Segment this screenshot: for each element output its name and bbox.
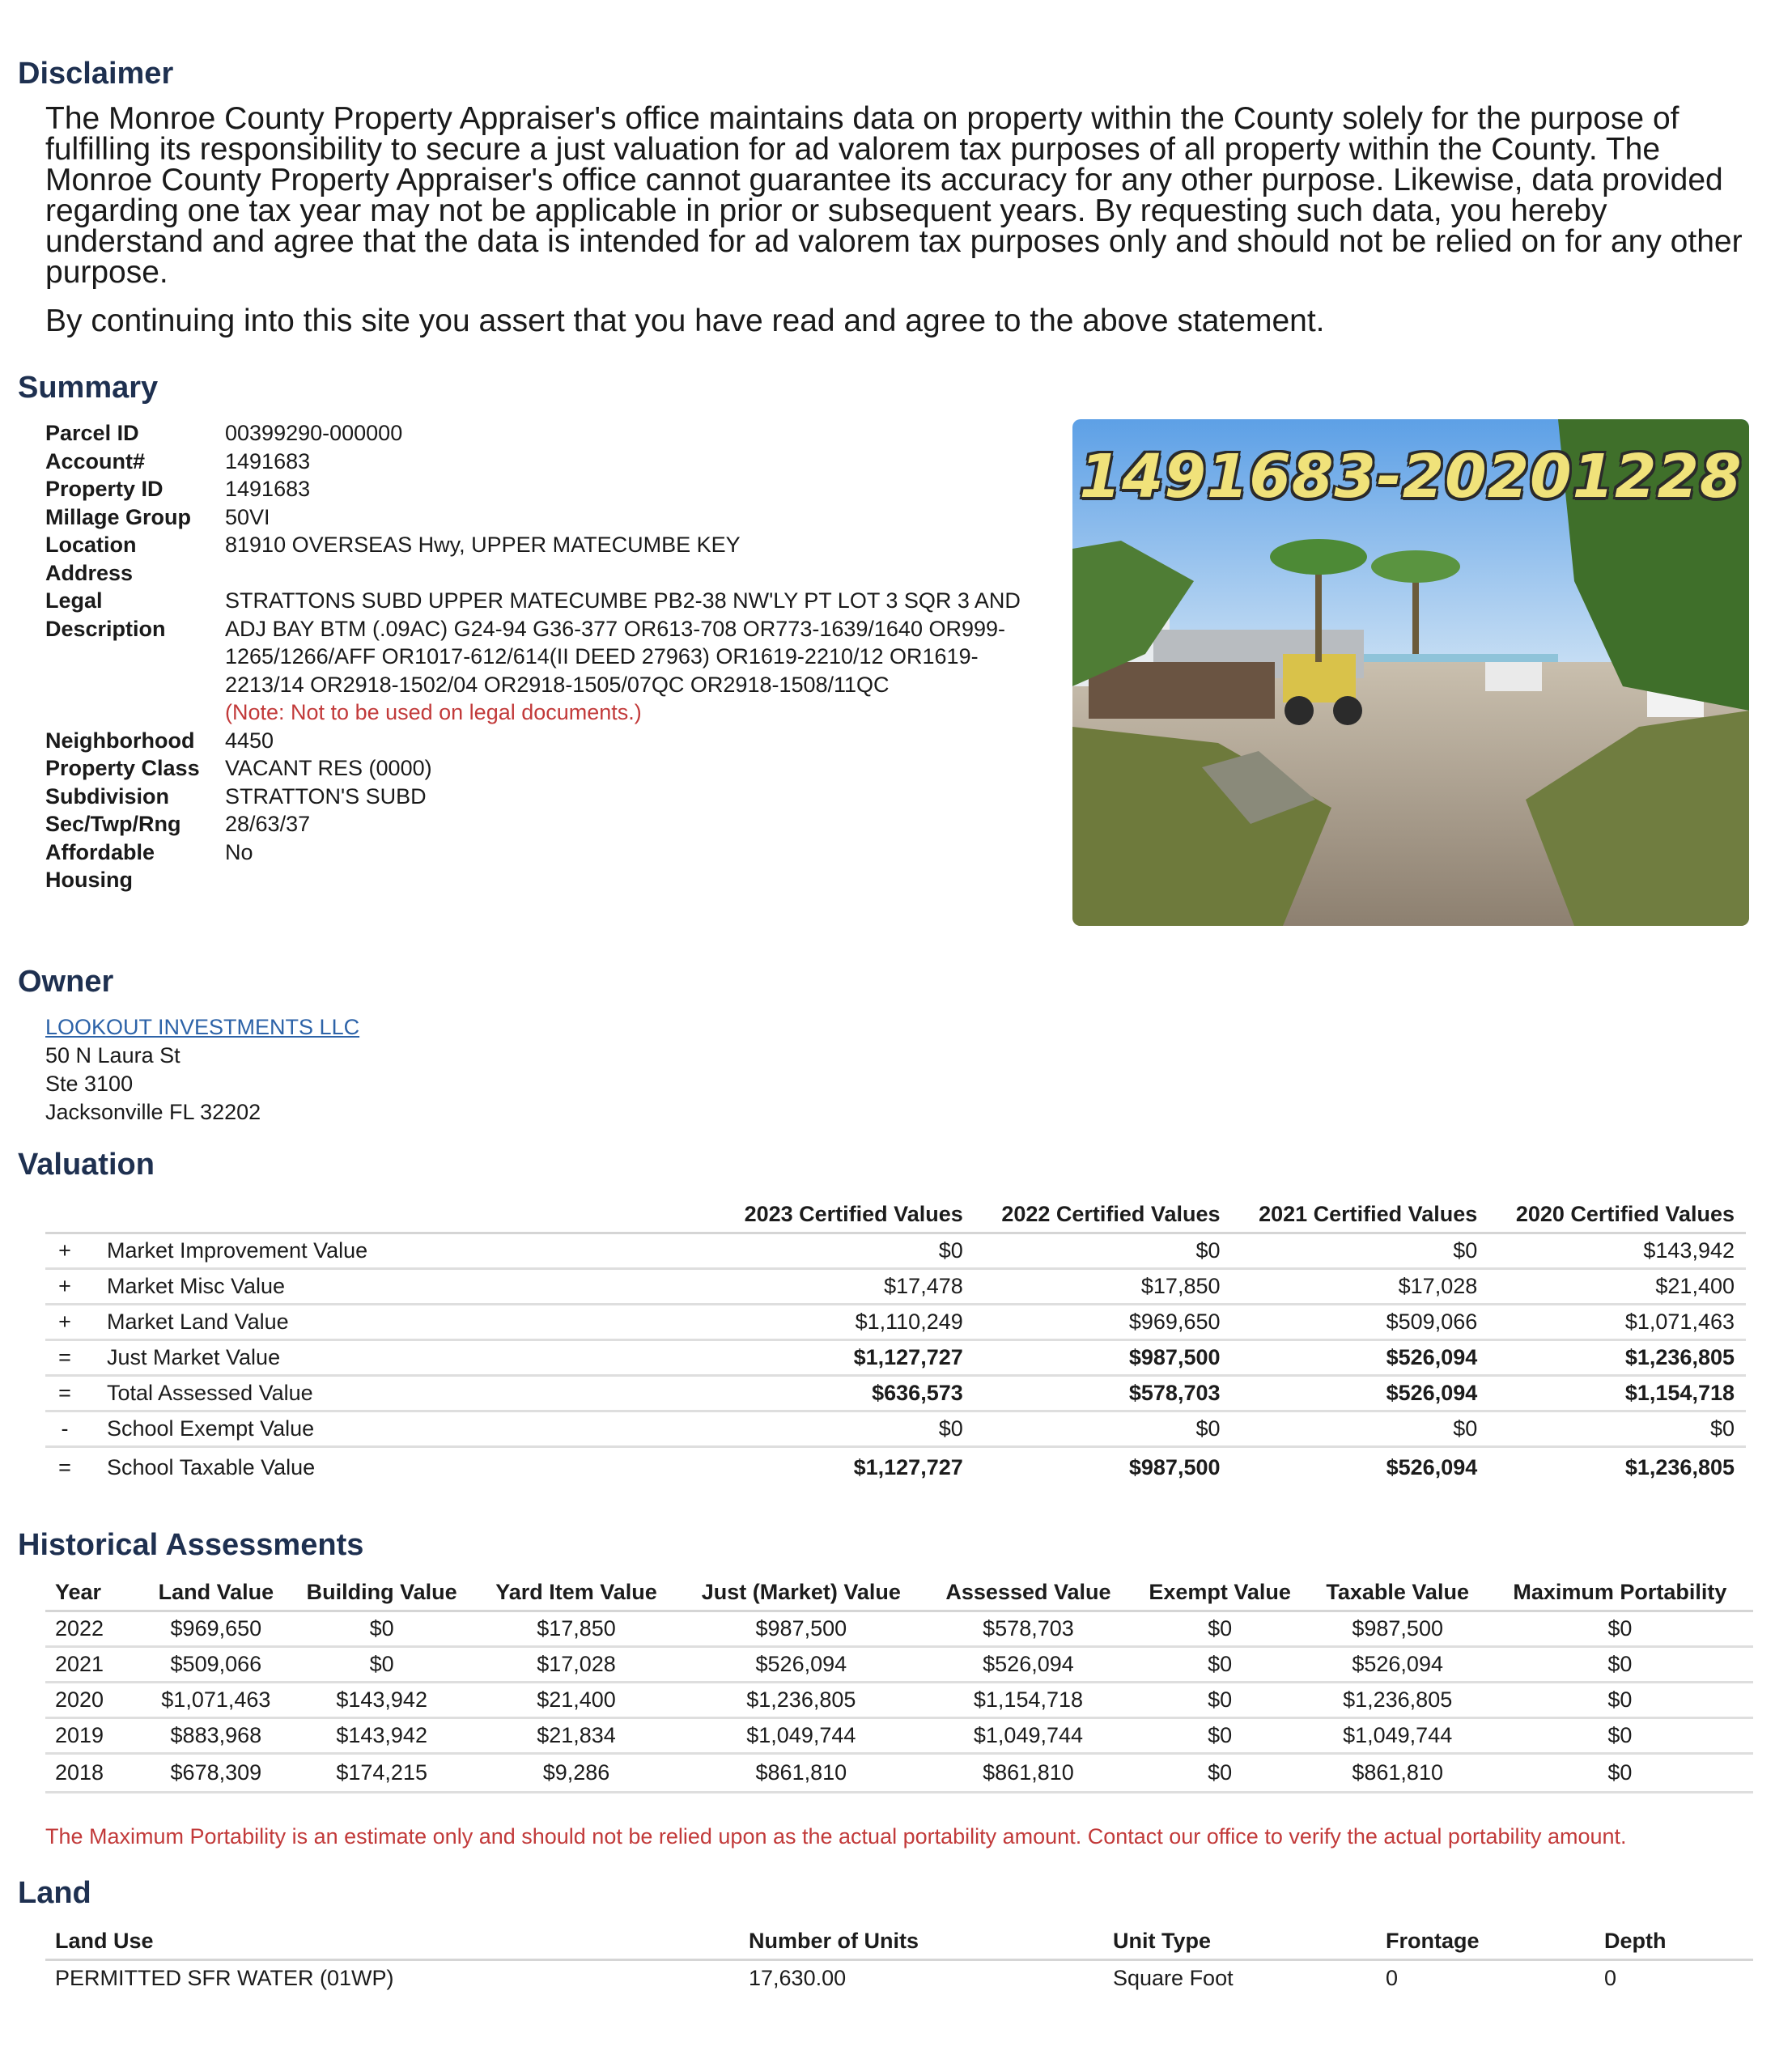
historical-cell: $1,236,805	[677, 1683, 925, 1718]
valuation-cell: $578,703	[975, 1376, 1232, 1411]
valuation-cell: $987,500	[1128, 1454, 1221, 1479]
summary-label: Account#	[45, 448, 146, 473]
legal-description-value	[225, 587, 1049, 727]
land-cell: 0	[1386, 1965, 1399, 1990]
historical-cell: $143,942	[288, 1718, 476, 1754]
valuation-cell: $1,236,805	[1488, 1340, 1746, 1376]
historical-cell: 2019	[45, 1718, 144, 1754]
valuation-heading: Valuation	[18, 1148, 155, 1182]
historical-cell: $0	[1132, 1754, 1309, 1793]
valuation-header-label	[84, 1196, 717, 1233]
parcel-id-value: 00399290-000000	[225, 421, 403, 445]
land-header-use: Land Use	[45, 1923, 739, 1960]
valuation-cell: $526,094	[1232, 1340, 1489, 1376]
historical-cell: $0	[1487, 1647, 1753, 1683]
historical-header-building: Building Value	[288, 1574, 476, 1611]
valuation-operator: =	[45, 1376, 84, 1411]
account-value: 1491683	[225, 448, 311, 473]
land-header-unit-type: Unit Type	[1103, 1923, 1376, 1960]
valuation-cell: $17,028	[1232, 1269, 1489, 1305]
valuation-label: Total Assessed Value	[84, 1376, 717, 1411]
table-row	[45, 1683, 1753, 1718]
location-value: 81910 OVERSEAS Hwy, UPPER MATECUMBE KEY	[225, 533, 741, 557]
land-cell: 17,630.00	[749, 1965, 847, 1990]
valuation-cell: $1,127,727	[853, 1454, 963, 1479]
historical-cell: $0	[1487, 1718, 1753, 1754]
summary-row-sec-twp-rng	[45, 810, 1049, 838]
summary-label: Location Address	[45, 533, 137, 585]
valuation-cell: $1,154,718	[1488, 1376, 1746, 1411]
summary-row-affordable	[45, 838, 1049, 894]
historical-cell: $526,094	[1309, 1647, 1487, 1683]
owner-heading: Owner	[18, 965, 114, 999]
land-header-row	[45, 1923, 1753, 1960]
valuation-header-2022: 2022 Certified Values	[975, 1196, 1232, 1233]
historical-cell: $143,942	[288, 1683, 476, 1718]
valuation-cell: $0	[975, 1233, 1232, 1269]
summary-label: Affordable Housing	[45, 839, 155, 892]
valuation-cell: $1,110,249	[717, 1305, 975, 1340]
valuation-cell: $0	[1232, 1233, 1489, 1269]
historical-header-assessed: Assessed Value	[925, 1574, 1131, 1611]
disclaimer-agreement: By continuing into this site you assert that you have read and agree to the above statement.	[45, 304, 1325, 338]
historical-cell: $17,028	[476, 1647, 677, 1683]
historical-cell: $17,850	[476, 1611, 677, 1647]
historical-header-taxable: Taxable Value	[1309, 1574, 1487, 1611]
valuation-cell: $1,127,727	[717, 1340, 975, 1376]
portability-note: The Maximum Portability is an estimate only and should not be relied upon as the actual portability amount. Contact our office to verify the actual portability amount.	[45, 1824, 1627, 1849]
valuation-cell: $0	[1232, 1411, 1489, 1447]
historical-cell: $174,215	[288, 1754, 476, 1793]
historical-header-exempt: Exempt Value	[1132, 1574, 1309, 1611]
valuation-row-school-taxable	[45, 1447, 1746, 1488]
historical-cell: $883,968	[144, 1718, 288, 1754]
historical-header-just: Just (Market) Value	[677, 1574, 925, 1611]
valuation-table	[45, 1196, 1746, 1487]
valuation-cell: $17,850	[975, 1269, 1232, 1305]
valuation-cell: $636,573	[717, 1376, 975, 1411]
summary-label: Millage Group	[45, 504, 192, 529]
valuation-label: School Exempt Value	[84, 1411, 717, 1447]
valuation-row-market-land	[45, 1305, 1746, 1340]
summary-table	[45, 419, 1049, 894]
historical-cell: $0	[1487, 1754, 1753, 1793]
historical-cell: 2022	[45, 1611, 144, 1647]
valuation-operator: +	[45, 1305, 84, 1340]
land-header-frontage: Frontage	[1376, 1923, 1595, 1960]
historical-cell: $0	[1487, 1611, 1753, 1647]
valuation-cell: $21,400	[1488, 1269, 1746, 1305]
summary-label: Parcel ID	[45, 421, 139, 445]
valuation-label: Just Market Value	[84, 1340, 717, 1376]
historical-cell: $526,094	[925, 1647, 1131, 1683]
valuation-operator: =	[58, 1454, 71, 1479]
historical-cell: $987,500	[677, 1611, 925, 1647]
land-header-depth: Depth	[1595, 1923, 1753, 1960]
valuation-header-row	[45, 1196, 1746, 1233]
historical-cell: 2020	[45, 1683, 144, 1718]
valuation-row-market-misc	[45, 1269, 1746, 1305]
legal-note: (Note: Not to be used on legal documents.)	[225, 700, 642, 724]
valuation-cell: $526,094	[1386, 1454, 1478, 1479]
valuation-cell: $526,094	[1232, 1376, 1489, 1411]
historical-cell: $0	[1132, 1683, 1309, 1718]
historical-cell: $0	[288, 1647, 476, 1683]
historical-cell: $969,650	[144, 1611, 288, 1647]
historical-cell: $678,309	[144, 1754, 288, 1793]
valuation-header-op	[45, 1196, 84, 1233]
table-row	[45, 1611, 1753, 1647]
owner-city-state-zip: Jacksonville FL 32202	[45, 1100, 261, 1124]
land-cell: Square Foot	[1113, 1965, 1234, 1990]
land-cell: PERMITTED SFR WATER (01WP)	[55, 1965, 394, 1990]
valuation-cell: $0	[1488, 1411, 1746, 1447]
valuation-cell: $509,066	[1232, 1305, 1489, 1340]
valuation-cell: $0	[717, 1411, 975, 1447]
summary-row-property-id	[45, 475, 1049, 503]
valuation-operator: +	[45, 1269, 84, 1305]
historical-cell: 2018	[45, 1754, 144, 1793]
valuation-row-total-assessed	[45, 1376, 1746, 1411]
historical-cell: $987,500	[1309, 1611, 1487, 1647]
sec-twp-rng-value: 28/63/37	[225, 812, 311, 836]
historical-cell: $578,703	[925, 1611, 1131, 1647]
valuation-label: Market Misc Value	[84, 1269, 717, 1305]
historical-cell: $1,049,744	[925, 1718, 1131, 1754]
valuation-cell: $1,236,805	[1624, 1454, 1735, 1479]
summary-label: Property ID	[45, 477, 163, 501]
summary-label: Neighborhood	[45, 728, 195, 753]
valuation-cell: $17,478	[717, 1269, 975, 1305]
valuation-header-2021: 2021 Certified Values	[1232, 1196, 1489, 1233]
summary-row-subdivision	[45, 783, 1049, 811]
historical-cell: $509,066	[144, 1647, 288, 1683]
summary-row-parcel-id	[45, 419, 1049, 448]
valuation-header-2020: 2020 Certified Values	[1488, 1196, 1746, 1233]
historical-cell: $861,810	[677, 1754, 925, 1793]
valuation-header-2023: 2023 Certified Values	[717, 1196, 975, 1233]
valuation-label: Market Improvement Value	[84, 1233, 717, 1269]
historical-header-land: Land Value	[144, 1574, 288, 1611]
historical-header-yard: Yard Item Value	[476, 1574, 677, 1611]
disclaimer-text: The Monroe County Property Appraiser's office maintains data on property within the County solely for the purpose of fulfilling its responsibility to secure a just valuation for ad valorem tax purposes of all property within the County. The Monroe County Property Appraiser's office cannot guarantee its accuracy for any other purpose. Likewise, data provided regarding one tax year may not be applicable in prior or subsequent years. By requesting such data, you hereby understand and agree that the data is intended for ad valorem tax purposes only and should not be relied on for any other purpose.	[45, 101, 1743, 290]
historical-cell: $0	[1132, 1611, 1309, 1647]
summary-label: Subdivision	[45, 783, 170, 809]
table-row	[45, 1754, 1753, 1793]
valuation-operator: =	[45, 1340, 84, 1376]
summary-row-millage	[45, 503, 1049, 532]
historical-cell: $1,154,718	[925, 1683, 1131, 1718]
historical-header-row	[45, 1574, 1753, 1611]
owner-address-line1: 50 N Laura St	[45, 1043, 180, 1068]
millage-value: 50VI	[225, 504, 270, 529]
valuation-cell: $0	[975, 1411, 1232, 1447]
historical-cell: $861,810	[1309, 1754, 1487, 1793]
historical-cell: $21,834	[476, 1718, 677, 1754]
historical-header-year: Year	[45, 1574, 144, 1611]
valuation-row-school-exempt	[45, 1411, 1746, 1447]
summary-row-property-class	[45, 754, 1049, 783]
historical-heading: Historical Assessments	[18, 1528, 364, 1562]
legal-text: STRATTONS SUBD UPPER MATECUMBE PB2-38 NW'LY PT LOT 3 SQR 3 AND ADJ BAY BTM (.09AC) G24-94 G36-377 OR613-708 OR773-1639/1640 OR999-1265/1266/AFF OR1017-612/614(II DEED 27963) OR1619-2210/12 OR1619-2213/14 OR2918-1502/04 OR2918-1505/07QC OR2918-1508/11QC	[225, 588, 1021, 697]
owner-block	[45, 1013, 359, 1127]
historical-cell: $526,094	[677, 1647, 925, 1683]
historical-cell: 2021	[45, 1647, 144, 1683]
table-row	[45, 1647, 1753, 1683]
owner-address-line2: Ste 3100	[45, 1072, 134, 1096]
land-table	[45, 1923, 1753, 1995]
summary-heading: Summary	[18, 371, 159, 405]
table-row	[45, 1960, 1753, 1996]
valuation-label: School Taxable Value	[107, 1454, 316, 1479]
valuation-cell: $969,650	[975, 1305, 1232, 1340]
valuation-label: Market Land Value	[84, 1305, 717, 1340]
historical-cell: $1,049,744	[677, 1718, 925, 1754]
historical-cell: $0	[1487, 1683, 1753, 1718]
table-row	[45, 1718, 1753, 1754]
historical-cell: $0	[288, 1611, 476, 1647]
summary-row-neighborhood	[45, 727, 1049, 755]
owner-name-link[interactable]: LOOKOUT INVESTMENTS LLC	[45, 1015, 360, 1039]
historical-cell: $9,286	[476, 1754, 677, 1793]
valuation-cell: $143,942	[1488, 1233, 1746, 1269]
valuation-cell: $0	[717, 1233, 975, 1269]
historical-cell: $0	[1132, 1647, 1309, 1683]
disclaimer-heading: Disclaimer	[18, 57, 174, 91]
historical-cell: $1,049,744	[1309, 1718, 1487, 1754]
summary-label: Property Class	[45, 756, 200, 780]
land-heading: Land	[18, 1876, 91, 1910]
historical-cell: $21,400	[476, 1683, 677, 1718]
valuation-operator: +	[45, 1233, 84, 1269]
summary-row-location	[45, 531, 1049, 587]
historical-table	[45, 1574, 1753, 1793]
property-photo[interactable]	[1072, 419, 1749, 926]
historical-header-portability: Maximum Portability	[1487, 1574, 1753, 1611]
historical-cell: $0	[1132, 1718, 1309, 1754]
valuation-cell: $987,500	[975, 1340, 1232, 1376]
valuation-operator: -	[45, 1411, 84, 1447]
subdivision-value: STRATTON'S SUBD	[225, 783, 427, 809]
land-cell: 0	[1604, 1965, 1617, 1990]
valuation-cell: $1,071,463	[1488, 1305, 1746, 1340]
valuation-row-market-improvement	[45, 1233, 1746, 1269]
summary-label: Sec/Twp/Rng	[45, 812, 181, 836]
summary-label: Legal Description	[45, 588, 166, 641]
historical-cell: $861,810	[925, 1754, 1131, 1793]
summary-row-legal	[45, 587, 1049, 727]
valuation-row-just-market	[45, 1340, 1746, 1376]
photo-caption: 1491683-20201228	[1079, 442, 1743, 512]
historical-cell: $1,071,463	[144, 1683, 288, 1718]
historical-cell: $1,236,805	[1309, 1683, 1487, 1718]
affordable-value: No	[225, 839, 253, 864]
property-id-value: 1491683	[225, 477, 311, 501]
land-header-units: Number of Units	[739, 1923, 1103, 1960]
property-class-value: VACANT RES (0000)	[225, 756, 432, 780]
neighborhood-value: 4450	[225, 728, 274, 753]
summary-row-account	[45, 448, 1049, 476]
